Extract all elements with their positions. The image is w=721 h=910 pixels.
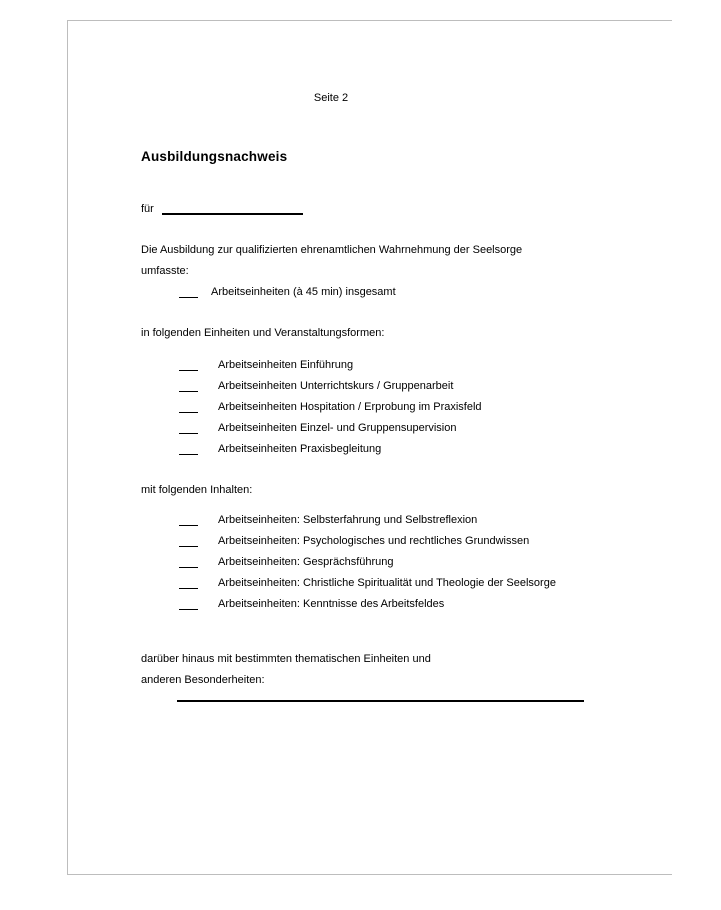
list-item <box>141 510 672 531</box>
section-heading-contents: mit folgenden Inhalten: <box>141 484 253 496</box>
list-item-label: Arbeitseinheiten: Kenntnisse des Arbeitsfeldes <box>218 598 445 610</box>
list-item-label: Arbeitseinheiten: Psychologisches und rechtliches Grundwissen <box>218 535 530 547</box>
list-item-label: Arbeitseinheiten Einführung <box>218 359 354 371</box>
list-item <box>141 418 672 439</box>
additional-note <box>141 649 672 691</box>
intro-line-1: Die Ausbildung zur qualifizierten ehrenamtlichen Wahrnehmung der Seelsorge <box>141 244 523 256</box>
list-item-label: Arbeitseinheiten Hospitation / Erprobung im Praxisfeld <box>218 401 482 413</box>
section-heading-forms: in folgenden Einheiten und Veranstaltungsformen: <box>141 327 385 339</box>
additional-line-1: darüber hinaus mit bestimmten thematischen Einheiten und <box>141 653 431 665</box>
document-page <box>67 20 672 875</box>
list-item-label: Arbeitseinheiten Einzel- und Gruppensupervision <box>218 422 457 434</box>
list-item <box>141 552 672 573</box>
fill-in-blank[interactable] <box>179 397 198 413</box>
total-units-label: Arbeitseinheiten (à 45 min) insgesamt <box>211 286 396 298</box>
list-item <box>141 531 672 552</box>
fill-in-blank[interactable] <box>179 355 198 371</box>
fill-in-blank[interactable] <box>179 282 198 298</box>
list-item <box>141 573 672 594</box>
for-label: für <box>141 203 154 215</box>
fill-in-blank[interactable] <box>179 376 198 392</box>
fill-in-blank[interactable] <box>179 594 198 610</box>
page-number: Seite 2 <box>313 92 349 104</box>
total-units-row <box>141 282 672 303</box>
intro-paragraph <box>141 240 672 282</box>
for-row <box>141 199 672 220</box>
page-content <box>68 21 672 702</box>
list-item-label: Arbeitseinheiten Praxisbegleitung <box>218 443 382 455</box>
list-item <box>141 397 672 418</box>
list-item-label: Arbeitseinheiten: Selbsterfahrung und Selbstreflexion <box>218 514 478 526</box>
additional-fill-in-line[interactable] <box>177 700 584 702</box>
list-item <box>141 439 672 460</box>
list-item <box>141 594 672 615</box>
fill-in-blank[interactable] <box>179 418 198 434</box>
additional-line-2: anderen Besonderheiten: <box>141 674 265 686</box>
contents-list <box>141 510 672 615</box>
fill-in-blank[interactable] <box>179 531 198 547</box>
intro-line-2: umfasste: <box>141 265 189 277</box>
list-item <box>141 355 672 376</box>
fill-in-blank[interactable] <box>179 510 198 526</box>
for-fill-in-line[interactable] <box>162 199 303 215</box>
document-title: Ausbildungsnachweis <box>141 149 288 164</box>
forms-list <box>141 355 672 460</box>
fill-in-blank[interactable] <box>179 439 198 455</box>
list-item <box>141 376 672 397</box>
fill-in-blank[interactable] <box>179 552 198 568</box>
list-item-label: Arbeitseinheiten: Christliche Spiritualität und Theologie der Seelsorge <box>218 577 556 589</box>
fill-in-blank[interactable] <box>179 573 198 589</box>
list-item-label: Arbeitseinheiten: Gesprächsführung <box>218 556 394 568</box>
list-item-label: Arbeitseinheiten Unterrichtskurs / Gruppenarbeit <box>218 380 454 392</box>
